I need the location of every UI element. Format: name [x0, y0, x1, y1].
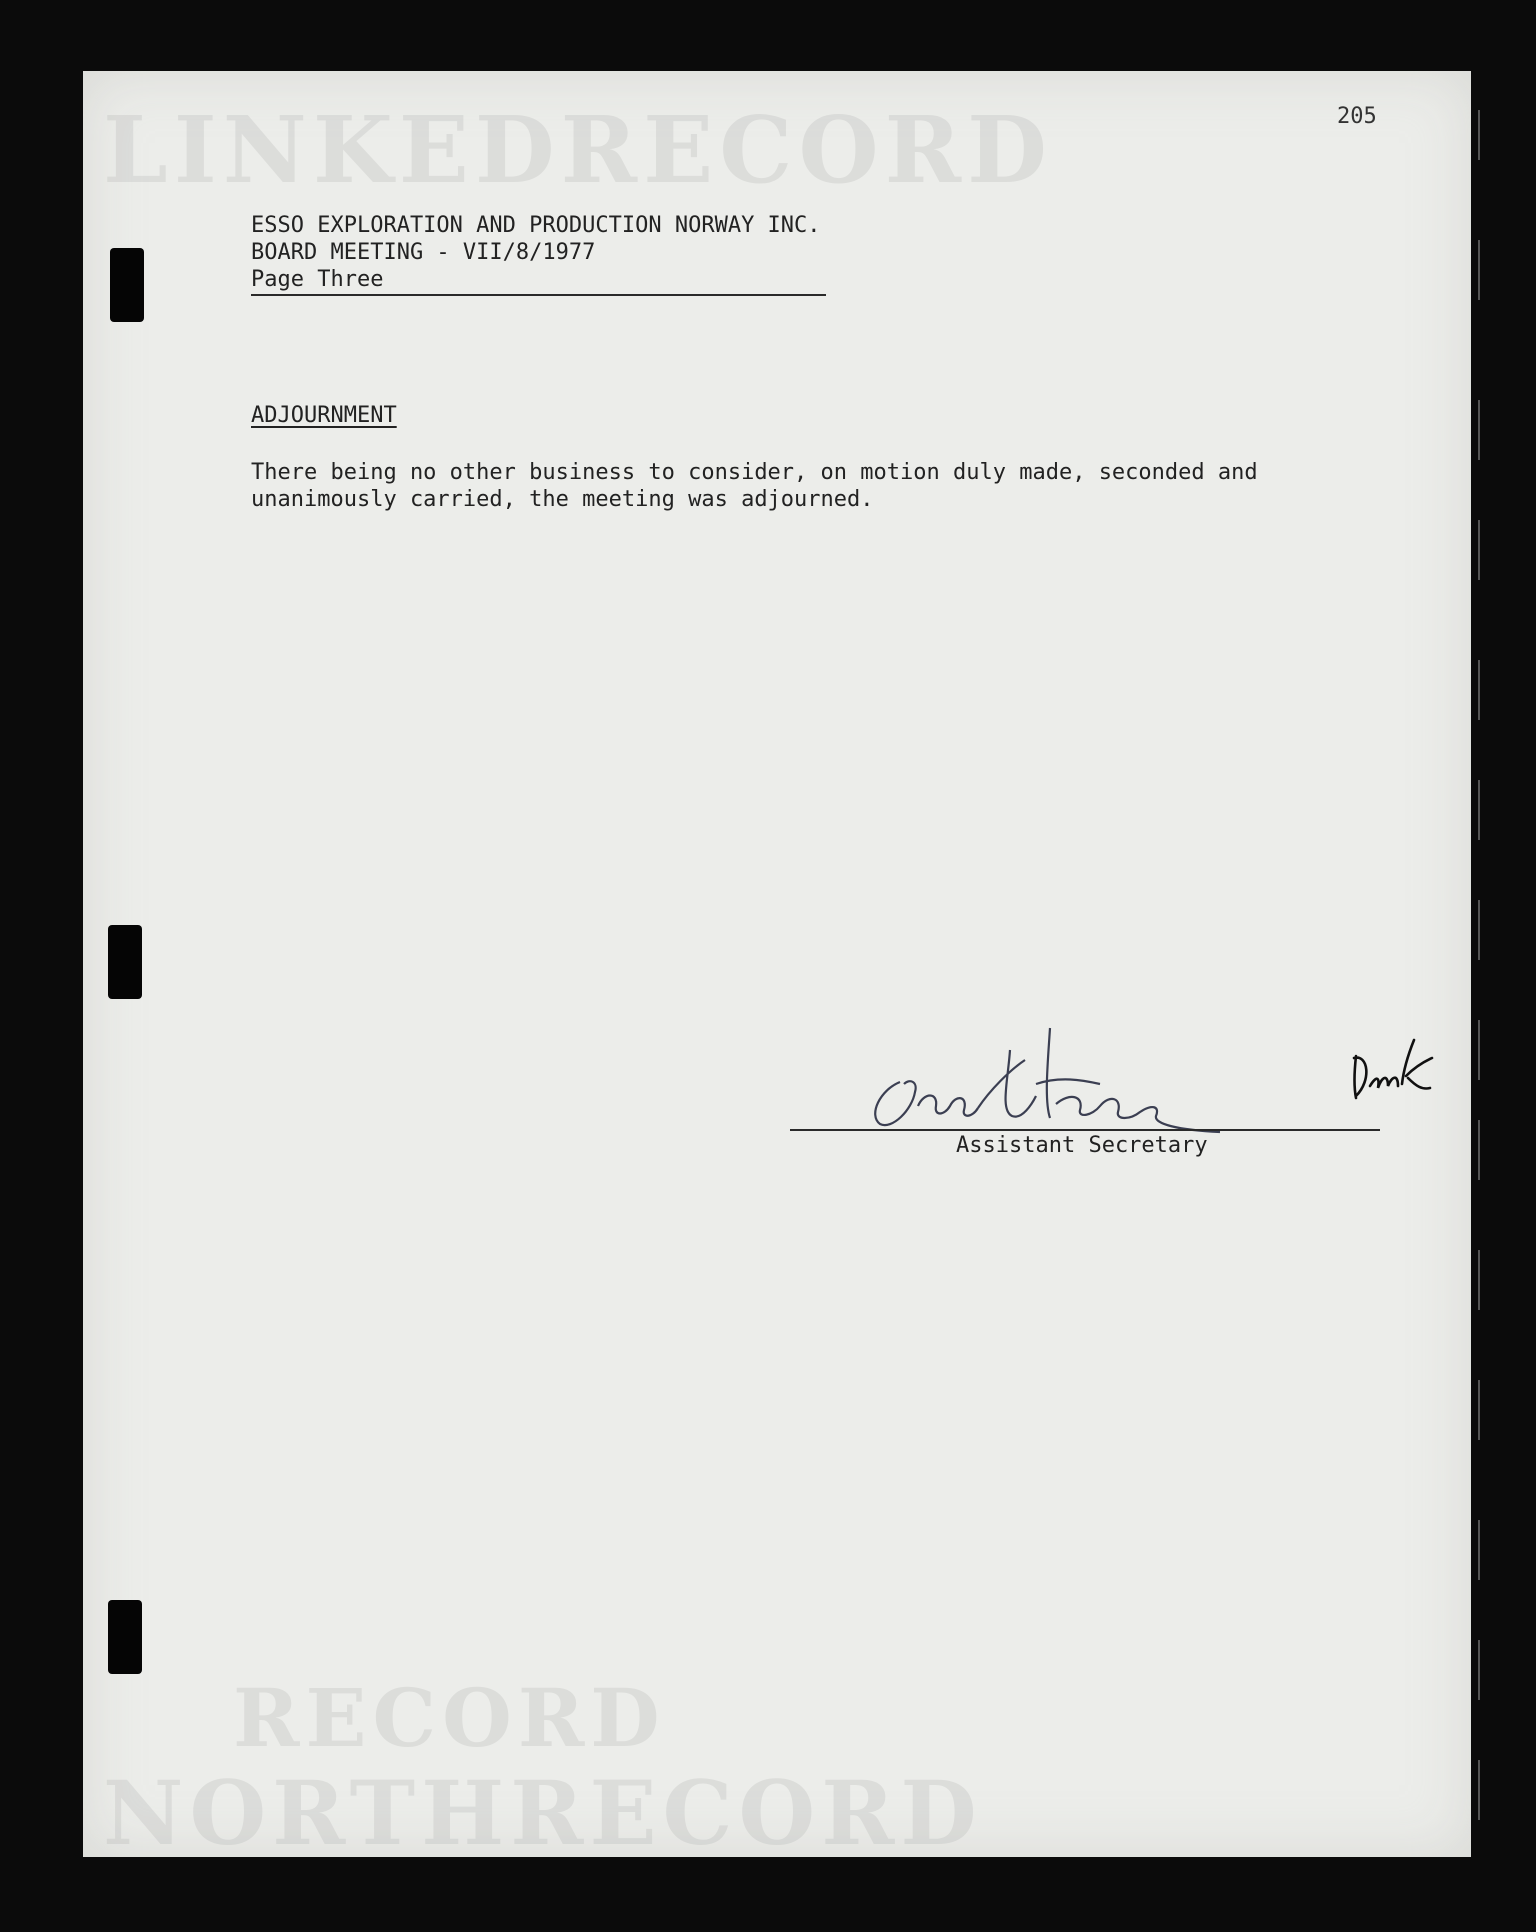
bleed-through-text: LINKEDRECORD [103, 96, 1053, 204]
binder-punch-hole [110, 248, 144, 322]
handwritten-signature [860, 1020, 1230, 1135]
signature-title: Assistant Secretary [956, 1133, 1208, 1158]
company-name: ESSO EXPLORATION AND PRODUCTION NORWAY INC. [251, 213, 821, 238]
bleed-through-text: RECORD [233, 1671, 666, 1765]
binder-punch-hole [108, 1600, 142, 1674]
body-paragraph: There being no other business to consider, on motion duly made, seconded and unanimously carried, the meeting was adjourned. [251, 460, 1258, 512]
page-label: Page Three [251, 267, 384, 292]
document-header [251, 212, 821, 293]
page-edge-marks [1474, 100, 1484, 1880]
page-number: 205 [1337, 104, 1377, 129]
handwritten-initials [1348, 1036, 1434, 1104]
signature-line [790, 1129, 1380, 1131]
section-heading: ADJOURNMENT [251, 403, 397, 428]
bleed-through-text: NORTHRECORD [103, 1761, 983, 1865]
header-rule [251, 294, 826, 296]
meeting-line: BOARD MEETING - VII/8/1977 [251, 240, 596, 265]
document-page [83, 71, 1471, 1865]
binder-punch-hole [108, 925, 142, 999]
